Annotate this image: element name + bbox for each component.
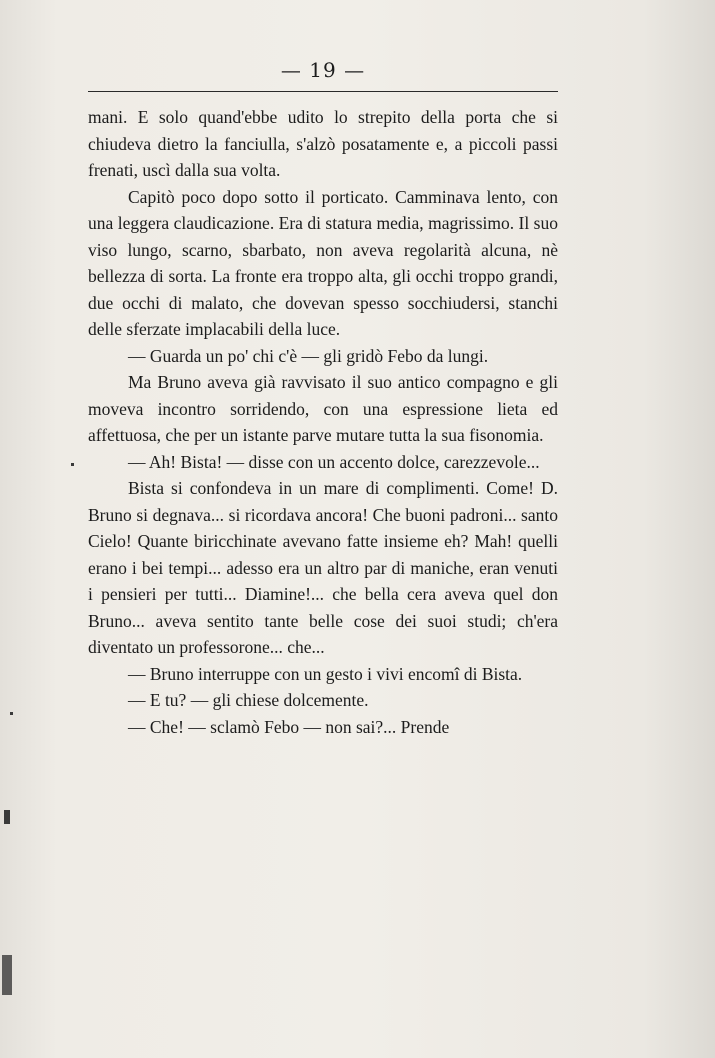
scan-speck (10, 712, 13, 715)
paragraph-2: Capitò poco dopo sotto il porticato. Camminava lento, con una leggera claudicazione. Era di statura media, magrissimo. Il suo viso lungo, scarno, sbarbato, non aveva regolarità alcuna, nè bellezza di sorta. La fronte era troppo alta, gli occhi troppo grandi, due occhi di malato, che dovevan spesso socchiudersi, stanchi delle sferzate implacabili della luce. (88, 186, 558, 339)
header-rule (88, 91, 558, 92)
paragraph-6: Bista si confondeva in un mare di complimenti. Come! D. Bruno si degnava... si ricordava ancora! Che buoni padroni... santo Cielo! Quante biricchinate avevano fatte insieme eh? Mah! quelli erano i bei tempi... adesso era un altro par di maniche, eran venuti i pensieri per tutti... Diamine!... che bella cera aveva quel don Bruno... aveva sentito tante belle cose dei suoi studi; ch'era diventato un professorone... che... (88, 478, 558, 657)
paragraph-8: — E tu? — gli chiese dolcemente. (128, 690, 369, 710)
paragraph-5: — Ah! Bista! — disse con un accento dolce, carezzevole... (128, 451, 540, 472)
paragraph-4: Ma Bruno aveva già ravvisato il suo antico compagno e gli moveva incontro sorridendo, con una espressione lieta ed affettuosa, che per un istante parve mutare tutta la sua fisonomia. (88, 372, 558, 445)
paragraph-1: mani. E solo quand'ebbe udito lo strepito della porta che si chiudeva dietro la fanciulla, s'alzò posatamente e, a piccoli passi frenati, uscì dalla sua volta. (88, 107, 558, 180)
paragraph-3: — Guarda un po' chi c'è — gli gridò Febo da lungi. (128, 345, 489, 366)
scan-speck (71, 463, 74, 466)
paragraph-9: — Che! — sclamò Febo — non sai?... Prende (128, 716, 450, 737)
page-body (88, 104, 558, 740)
scan-speck (4, 810, 10, 824)
scan-speck (2, 955, 12, 995)
page-number-header: — 19 — (280, 58, 366, 82)
paragraph-7: — Bruno interruppe con un gesto i vivi encomî di Bista. (128, 663, 523, 684)
